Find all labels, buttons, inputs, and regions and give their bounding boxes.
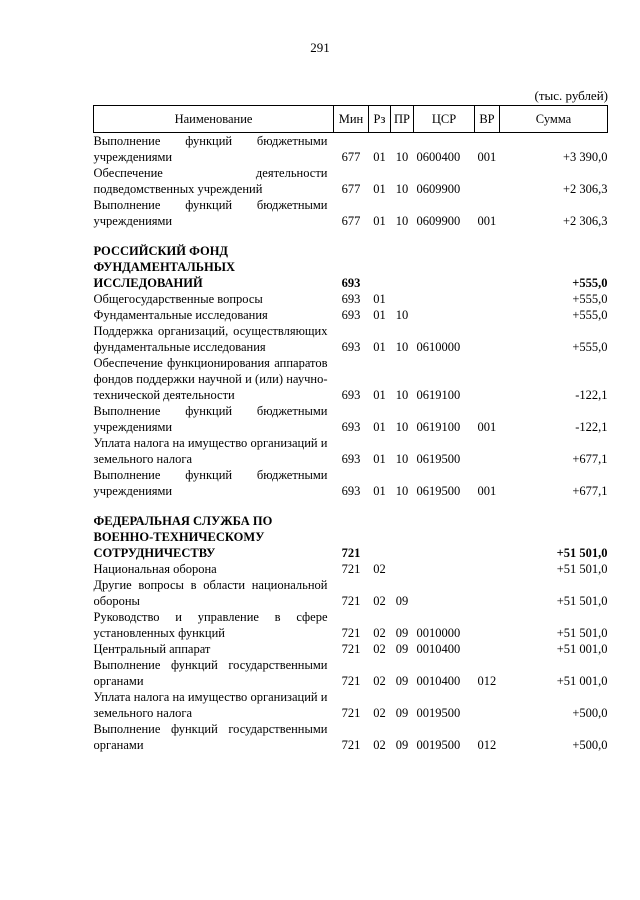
cell-vr <box>475 513 500 561</box>
cell-rz: 01 <box>373 388 386 402</box>
cell-name: Обеспечение функционирования аппаратов фондов поддержки научной и (или) научно-технической деятельности <box>93 356 328 402</box>
organization-row <box>94 513 608 561</box>
cell-pr: 09 <box>395 594 409 608</box>
header-rz: Рз <box>369 106 391 133</box>
cell-pr <box>391 561 414 577</box>
cell-pr: 09 <box>395 706 409 720</box>
cell-vr: 012 <box>477 738 497 752</box>
cell-pr: 09 <box>395 674 409 688</box>
cell-rz: 02 <box>373 594 386 608</box>
cell-vr: 001 <box>477 150 497 164</box>
cell-csr <box>414 243 475 291</box>
cell-rz: 01 <box>373 420 386 434</box>
cell-csr: 0019500 <box>416 706 461 720</box>
cell-csr: 0619500 <box>416 484 461 498</box>
cell-sum: +677,1 <box>572 484 608 498</box>
cell-min: 693 <box>341 452 361 466</box>
header-csr: ЦСР <box>414 106 475 133</box>
cell-pr <box>391 291 414 307</box>
cell-rz: 01 <box>373 484 386 498</box>
cell-pr: 09 <box>395 642 409 656</box>
cell-vr: 001 <box>477 484 497 498</box>
cell-csr: 0010400 <box>416 674 461 688</box>
header-name: Наименование <box>94 106 334 133</box>
table-row <box>94 323 608 355</box>
cell-rz: 01 <box>373 308 386 322</box>
cell-rz: 01 <box>373 452 386 466</box>
table-body <box>94 133 608 754</box>
cell-name: Уплата налога на имущество организаций и земельного налога <box>93 436 328 466</box>
cell-name: Уплата налога на имущество организаций и земельного налога <box>93 690 328 720</box>
cell-csr: 0609900 <box>416 214 461 228</box>
table-row <box>94 197 608 229</box>
cell-min: 721 <box>341 546 361 560</box>
cell-pr <box>391 243 414 291</box>
cell-vr <box>475 307 500 323</box>
row-spacer <box>94 499 608 513</box>
cell-vr <box>475 577 500 609</box>
page-number: 291 <box>310 40 330 55</box>
cell-pr: 09 <box>395 626 409 640</box>
cell-vr <box>475 435 500 467</box>
spacer-cell <box>94 499 608 513</box>
cell-min: 693 <box>341 308 361 322</box>
cell-min: 693 <box>341 340 361 354</box>
table-row <box>94 133 608 166</box>
cell-rz: 01 <box>373 292 386 306</box>
cell-name: Поддержка организаций, осуществляющих фундаментальные исследования <box>93 324 328 354</box>
cell-vr <box>475 243 500 291</box>
table-row <box>94 355 608 403</box>
cell-rz <box>369 243 391 291</box>
units-label: (тыс. рублей) <box>534 88 608 103</box>
cell-csr: 0010400 <box>416 642 461 656</box>
cell-sum: +51 001,0 <box>556 674 608 688</box>
cell-pr: 10 <box>395 340 409 354</box>
cell-min: 693 <box>341 388 361 402</box>
cell-rz: 02 <box>373 674 386 688</box>
table-row <box>94 467 608 499</box>
cell-rz: 02 <box>373 706 386 720</box>
cell-name: Выполнение функций государственными органами <box>93 658 328 688</box>
cell-name: Другие вопросы в области национальной обороны <box>93 578 328 608</box>
cell-pr: 10 <box>395 452 409 466</box>
table-row <box>94 641 608 657</box>
cell-rz: 01 <box>373 150 386 164</box>
cell-sum: +51 501,0 <box>556 562 608 576</box>
cell-sum: +3 390,0 <box>562 150 608 164</box>
cell-min: 721 <box>341 642 361 656</box>
cell-vr <box>475 641 500 657</box>
cell-name: Национальная оборона <box>93 562 217 576</box>
cell-vr <box>475 689 500 721</box>
cell-rz: 02 <box>373 642 386 656</box>
cell-rz <box>369 513 391 561</box>
cell-sum: +555,0 <box>572 308 608 322</box>
cell-pr: 10 <box>395 388 409 402</box>
cell-sum: +555,0 <box>572 292 608 306</box>
cell-sum: +51 001,0 <box>556 642 608 656</box>
cell-sum: +555,0 <box>572 340 608 354</box>
cell-vr <box>475 291 500 307</box>
table-row <box>94 165 608 197</box>
cell-csr <box>414 561 475 577</box>
cell-vr <box>475 355 500 403</box>
cell-min: 721 <box>341 562 361 576</box>
cell-min: 721 <box>341 594 361 608</box>
cell-name: Центральный аппарат <box>93 642 211 656</box>
cell-sum: +677,1 <box>572 452 608 466</box>
cell-name: Общегосударственные вопросы <box>93 292 263 306</box>
table-row <box>94 307 608 323</box>
cell-sum: +2 306,3 <box>562 182 608 196</box>
cell-csr: 0010000 <box>416 626 461 640</box>
cell-sum: -122,1 <box>575 388 608 402</box>
cell-pr: 10 <box>395 182 409 196</box>
cell-sum: +2 306,3 <box>562 214 608 228</box>
cell-csr: 0609900 <box>416 182 461 196</box>
cell-name: Выполнение функций бюджетными учреждениями <box>93 134 328 164</box>
cell-min: 677 <box>341 150 361 164</box>
cell-sum: +51 501,0 <box>556 626 608 640</box>
cell-vr <box>475 323 500 355</box>
cell-rz: 02 <box>373 562 386 576</box>
cell-name: Руководство и управление в сфере установленных функций <box>93 610 328 640</box>
cell-name: Выполнение функций государственными органами <box>93 722 328 752</box>
organization-row <box>94 243 608 291</box>
cell-rz: 01 <box>373 340 386 354</box>
cell-vr <box>475 561 500 577</box>
row-spacer <box>94 229 608 243</box>
cell-pr: 10 <box>395 308 409 322</box>
cell-rz: 02 <box>373 626 386 640</box>
cell-csr: 0610000 <box>416 340 461 354</box>
cell-csr <box>414 291 475 307</box>
cell-csr: 0600400 <box>416 150 461 164</box>
cell-min: 721 <box>341 738 361 752</box>
table-row <box>94 721 608 753</box>
cell-rz: 01 <box>373 182 386 196</box>
cell-sum: +555,0 <box>572 276 608 290</box>
cell-csr: 0619500 <box>416 452 461 466</box>
cell-min: 677 <box>341 214 361 228</box>
cell-min: 721 <box>341 706 361 720</box>
cell-vr <box>475 165 500 197</box>
cell-sum: -122,1 <box>575 420 608 434</box>
cell-vr: 001 <box>477 214 497 228</box>
cell-pr: 10 <box>395 484 409 498</box>
cell-min: 721 <box>341 626 361 640</box>
cell-csr <box>414 577 475 609</box>
table-row <box>94 689 608 721</box>
cell-pr: 10 <box>395 214 409 228</box>
cell-name: Выполнение функций бюджетными учреждениями <box>93 198 328 228</box>
cell-sum: +500,0 <box>572 738 608 752</box>
cell-vr <box>475 609 500 641</box>
budget-table <box>93 105 608 753</box>
table-row <box>94 609 608 641</box>
cell-name: РОССИЙСКИЙ ФОНД ФУНДАМЕНТАЛЬНЫХ ИССЛЕДОВАНИЙ <box>93 244 236 290</box>
spacer-cell <box>94 229 608 243</box>
cell-pr: 09 <box>395 738 409 752</box>
cell-pr: 10 <box>395 150 409 164</box>
cell-csr <box>414 513 475 561</box>
cell-csr: 0019500 <box>416 738 461 752</box>
cell-min: 693 <box>341 276 361 290</box>
header-sum: Сумма <box>500 106 608 133</box>
cell-min: 693 <box>341 420 361 434</box>
cell-pr: 10 <box>395 420 409 434</box>
table-row <box>94 561 608 577</box>
cell-csr <box>414 307 475 323</box>
cell-sum: +500,0 <box>572 706 608 720</box>
cell-vr: 001 <box>477 420 497 434</box>
cell-rz: 02 <box>373 738 386 752</box>
cell-csr: 0619100 <box>416 420 461 434</box>
cell-name: ФЕДЕРАЛЬНАЯ СЛУЖБА ПО ВОЕННО-ТЕХНИЧЕСКОМУ СОТРУДНИЧЕСТВУ <box>93 514 273 560</box>
cell-name: Выполнение функций бюджетными учреждениями <box>93 404 328 434</box>
cell-sum: +51 501,0 <box>556 546 608 560</box>
cell-sum: +51 501,0 <box>556 594 608 608</box>
cell-min: 693 <box>341 484 361 498</box>
table-row <box>94 403 608 435</box>
cell-pr <box>391 513 414 561</box>
cell-name: Фундаментальные исследования <box>93 308 268 322</box>
table-row <box>94 435 608 467</box>
header-vr: ВР <box>475 106 500 133</box>
cell-min: 693 <box>341 292 361 306</box>
cell-name: Выполнение функций бюджетными учреждениями <box>93 468 328 498</box>
table-header <box>94 106 608 133</box>
table-row <box>94 657 608 689</box>
header-pr: ПР <box>391 106 414 133</box>
cell-min: 721 <box>341 674 361 688</box>
table-row <box>94 291 608 307</box>
cell-rz: 01 <box>373 214 386 228</box>
cell-vr: 012 <box>477 674 497 688</box>
cell-csr: 0619100 <box>416 388 461 402</box>
header-min: Мин <box>334 106 369 133</box>
table-row <box>94 577 608 609</box>
cell-name: Обеспечение деятельности подведомственных учреждений <box>93 166 328 196</box>
cell-min: 677 <box>341 182 361 196</box>
